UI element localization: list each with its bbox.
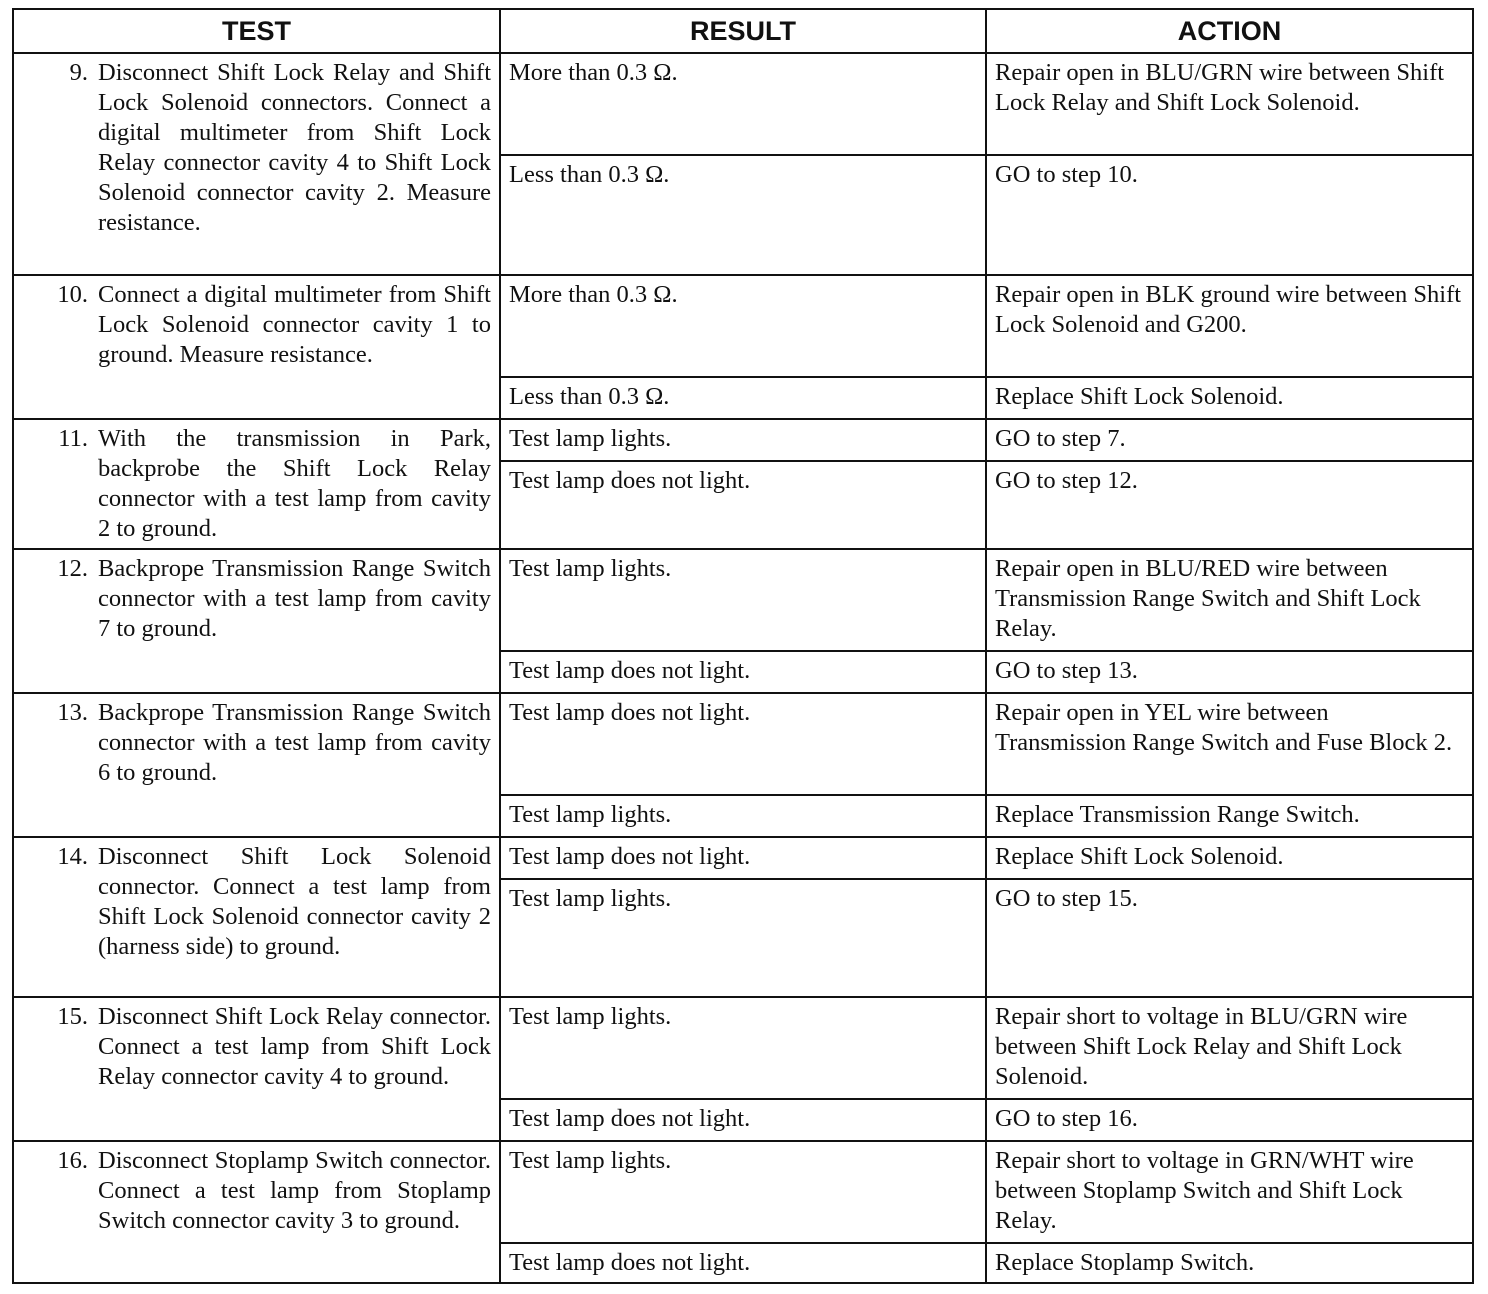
table-row [13,693,1473,795]
result-cell: Test lamp does not light. [500,1099,986,1141]
step-number: 13. [57,699,88,726]
test-step [22,554,491,644]
test-cell [13,549,500,693]
step-number: 12. [57,555,88,582]
step-number: 10. [57,281,88,308]
test-description: With the transmission in Park, backprobe the Shift Lock Relay connector with a test lamp from cavity 2 to ground. [98,425,491,542]
diagnostic-table [12,8,1474,1284]
table-row [13,53,1473,155]
step-number: 14. [57,843,88,870]
action-cell: Replace Transmission Range Switch. [986,795,1473,837]
header-action: ACTION [986,9,1473,53]
test-description: Disconnect Stoplamp Switch connector. Connect a test lamp from Stoplamp Switch connector cavity 3 to ground. [98,1147,491,1234]
step-number: 9. [69,59,88,86]
action-cell: Repair open in YEL wire between Transmission Range Switch and Fuse Block 2. [986,693,1473,795]
action-cell: Repair open in BLK ground wire between Shift Lock Solenoid and G200. [986,275,1473,377]
test-step [22,842,491,962]
result-cell: Less than 0.3 Ω. [500,377,986,419]
header-result: RESULT [500,9,986,53]
table-row [13,837,1473,879]
test-cell [13,997,500,1141]
result-cell: Test lamp lights. [500,879,986,997]
test-cell [13,419,500,549]
result-cell: Test lamp does not light. [500,1243,986,1283]
test-description: Backprope Transmission Range Switch connector with a test lamp from cavity 7 to ground. [98,555,491,642]
header-test: TEST [13,9,500,53]
test-step [22,424,491,544]
result-cell: Test lamp lights. [500,795,986,837]
result-cell: More than 0.3 Ω. [500,275,986,377]
table-row [13,275,1473,377]
test-description: Disconnect Shift Lock Relay connector. Connect a test lamp from Shift Lock Relay connector cavity 4 to ground. [98,1003,491,1090]
result-cell: More than 0.3 Ω. [500,53,986,155]
action-cell: GO to step 7. [986,419,1473,461]
table-row [13,419,1473,461]
test-step [22,58,491,238]
step-number: 15. [57,1003,88,1030]
action-cell: Replace Stoplamp Switch. [986,1243,1473,1283]
test-step [22,1002,491,1092]
test-step [22,280,491,370]
action-cell: Replace Shift Lock Solenoid. [986,377,1473,419]
action-cell: Repair short to voltage in GRN/WHT wire between Stoplamp Switch and Shift Lock Relay. [986,1141,1473,1243]
test-description: Backprope Transmission Range Switch connector with a test lamp from cavity 6 to ground. [98,699,491,786]
action-cell: GO to step 12. [986,461,1473,549]
test-description: Connect a digital multimeter from Shift Lock Solenoid connector cavity 1 to ground. Measure resistance. [98,281,491,368]
action-cell: Replace Shift Lock Solenoid. [986,837,1473,879]
step-number: 16. [57,1147,88,1174]
action-cell: GO to step 16. [986,1099,1473,1141]
result-cell: Test lamp does not light. [500,651,986,693]
table-row [13,997,1473,1099]
test-cell [13,693,500,837]
result-cell: Test lamp does not light. [500,693,986,795]
table-row [13,549,1473,651]
test-step [22,1146,491,1236]
header-row [13,9,1473,53]
result-cell: Test lamp does not light. [500,461,986,549]
test-cell [13,53,500,275]
action-cell: Repair short to voltage in BLU/GRN wire between Shift Lock Relay and Shift Lock Solenoid. [986,997,1473,1099]
test-cell [13,1141,500,1283]
step-number: 11. [58,425,88,452]
test-cell [13,275,500,419]
diagnostic-table-page [12,8,1472,1284]
action-cell: GO to step 13. [986,651,1473,693]
action-cell: Repair open in BLU/RED wire between Transmission Range Switch and Shift Lock Relay. [986,549,1473,651]
result-cell: Test lamp lights. [500,1141,986,1243]
result-cell: Test lamp lights. [500,549,986,651]
table-row [13,1141,1473,1243]
action-cell: Repair open in BLU/GRN wire between Shift Lock Relay and Shift Lock Solenoid. [986,53,1473,155]
test-step [22,698,491,788]
test-description: Disconnect Shift Lock Relay and Shift Lock Solenoid connectors. Connect a digital multimeter from Shift Lock Relay connector cavity 4 to Shift Lock Solenoid connector cavity 2. Measure resistance. [98,59,491,236]
action-cell: GO to step 15. [986,879,1473,997]
table-body [13,53,1473,1283]
result-cell: Test lamp does not light. [500,837,986,879]
test-description: Disconnect Shift Lock Solenoid connector. Connect a test lamp from Shift Lock Solenoid connector cavity 2 (harness side) to ground. [98,843,491,960]
test-cell [13,837,500,997]
result-cell: Less than 0.3 Ω. [500,155,986,275]
action-cell: GO to step 10. [986,155,1473,275]
result-cell: Test lamp lights. [500,997,986,1099]
result-cell: Test lamp lights. [500,419,986,461]
